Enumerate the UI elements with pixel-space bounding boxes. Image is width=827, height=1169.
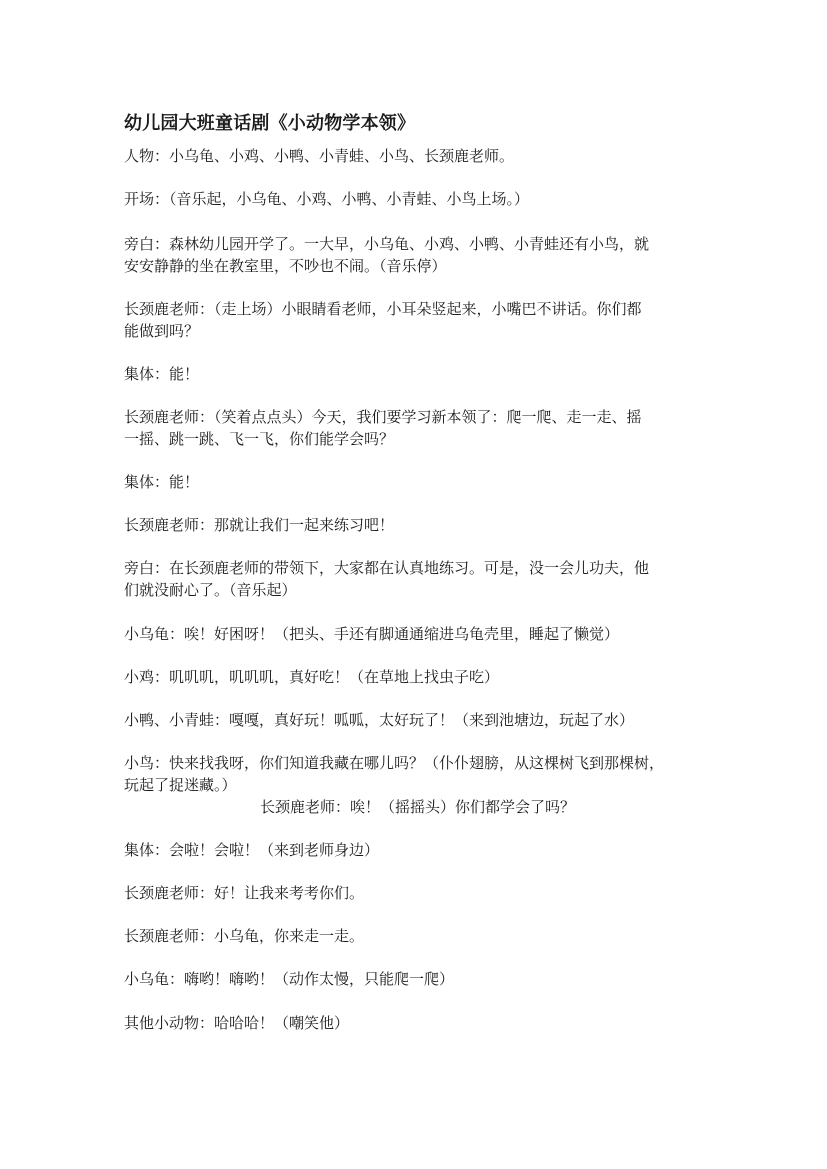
paragraph-teacher-2-line-2: 一摇、跳一跳、飞一飞，你们能学会吗？ — [124, 430, 395, 448]
paragraph-bird-line-1: 小鸟：快来找我呀，你们知道我藏在哪儿吗？（仆仆翅膀，从这棵树飞到那棵树， — [124, 754, 665, 772]
paragraph-turtle-1: 小乌龟：唉！好困呀！（把头、手还有脚通通缩进乌龟壳里，睡起了懒觉） — [124, 625, 620, 643]
paragraph-chick: 小鸡：叽叽叽，叽叽叽，真好吃！（在草地上找虫子吃） — [124, 668, 500, 686]
paragraph-others: 其他小动物：哈哈哈！（嘲笑他） — [124, 1014, 350, 1032]
document-title: 幼儿园大班童话剧《小动物学本领》 — [124, 113, 416, 134]
paragraph-teacher-1-line-1: 长颈鹿老师：（走上场）小眼睛看老师，小耳朵竖起来，小嘴巴不讲话。你们都 — [124, 300, 642, 318]
paragraph-group-3: 集体：会啦！会啦！（来到老师身边） — [124, 841, 380, 859]
document-page — [124, 0, 704, 1169]
paragraph-narration-2-line-1: 旁白：在长颈鹿老师的带领下，大家都在认真地练习。可是，没一会儿功夫，他 — [124, 559, 650, 577]
paragraph-narration-1-line-1: 旁白：森林幼儿园开学了。一大早，小乌龟、小鸡、小鸭、小青蛙还有小鸟，就 — [124, 235, 650, 253]
paragraph-teacher-6: 长颈鹿老师：小乌龟，你来走一走。 — [124, 927, 365, 945]
paragraph-bird-line-2: 玩起了捉迷藏。） — [124, 776, 237, 794]
paragraph-duck-frog: 小鸭、小青蛙：嘎嘎，真好玩！呱呱，太好玩了！（来到池塘边，玩起了水） — [124, 711, 635, 729]
paragraph-teacher-1-line-2: 能做到吗？ — [124, 322, 200, 340]
paragraph-characters: 人物：小乌龟、小鸡、小鸭、小青蛙、小鸟、长颈鹿老师。 — [124, 147, 515, 165]
paragraph-turtle-2: 小乌龟：嗨哟！嗨哟！（动作太慢，只能爬一爬） — [124, 970, 455, 988]
paragraph-narration-2-line-2: 们就没耐心了。（音乐起） — [124, 581, 297, 599]
paragraph-teacher-5: 长颈鹿老师：好！让我来考考你们。 — [124, 884, 365, 902]
paragraph-group-2: 集体：能！ — [124, 473, 200, 491]
paragraph-teacher-4: 长颈鹿老师：唉！（摇摇头）你们都学会了吗？ — [260, 798, 576, 816]
paragraph-opening: 开场：（音乐起，小乌龟、小鸡、小鸭、小青蛙、小鸟上场。） — [124, 190, 530, 208]
paragraph-group-1: 集体：能！ — [124, 365, 200, 383]
paragraph-teacher-2-line-1: 长颈鹿老师：（笑着点点头）今天，我们要学习新本领了：爬一爬、走一走、摇 — [124, 408, 642, 426]
paragraph-narration-1-line-2: 安安静静的坐在教室里，不吵也不闹。（音乐停） — [124, 257, 447, 275]
paragraph-teacher-3: 长颈鹿老师：那就让我们一起来练习吧！ — [124, 516, 395, 534]
